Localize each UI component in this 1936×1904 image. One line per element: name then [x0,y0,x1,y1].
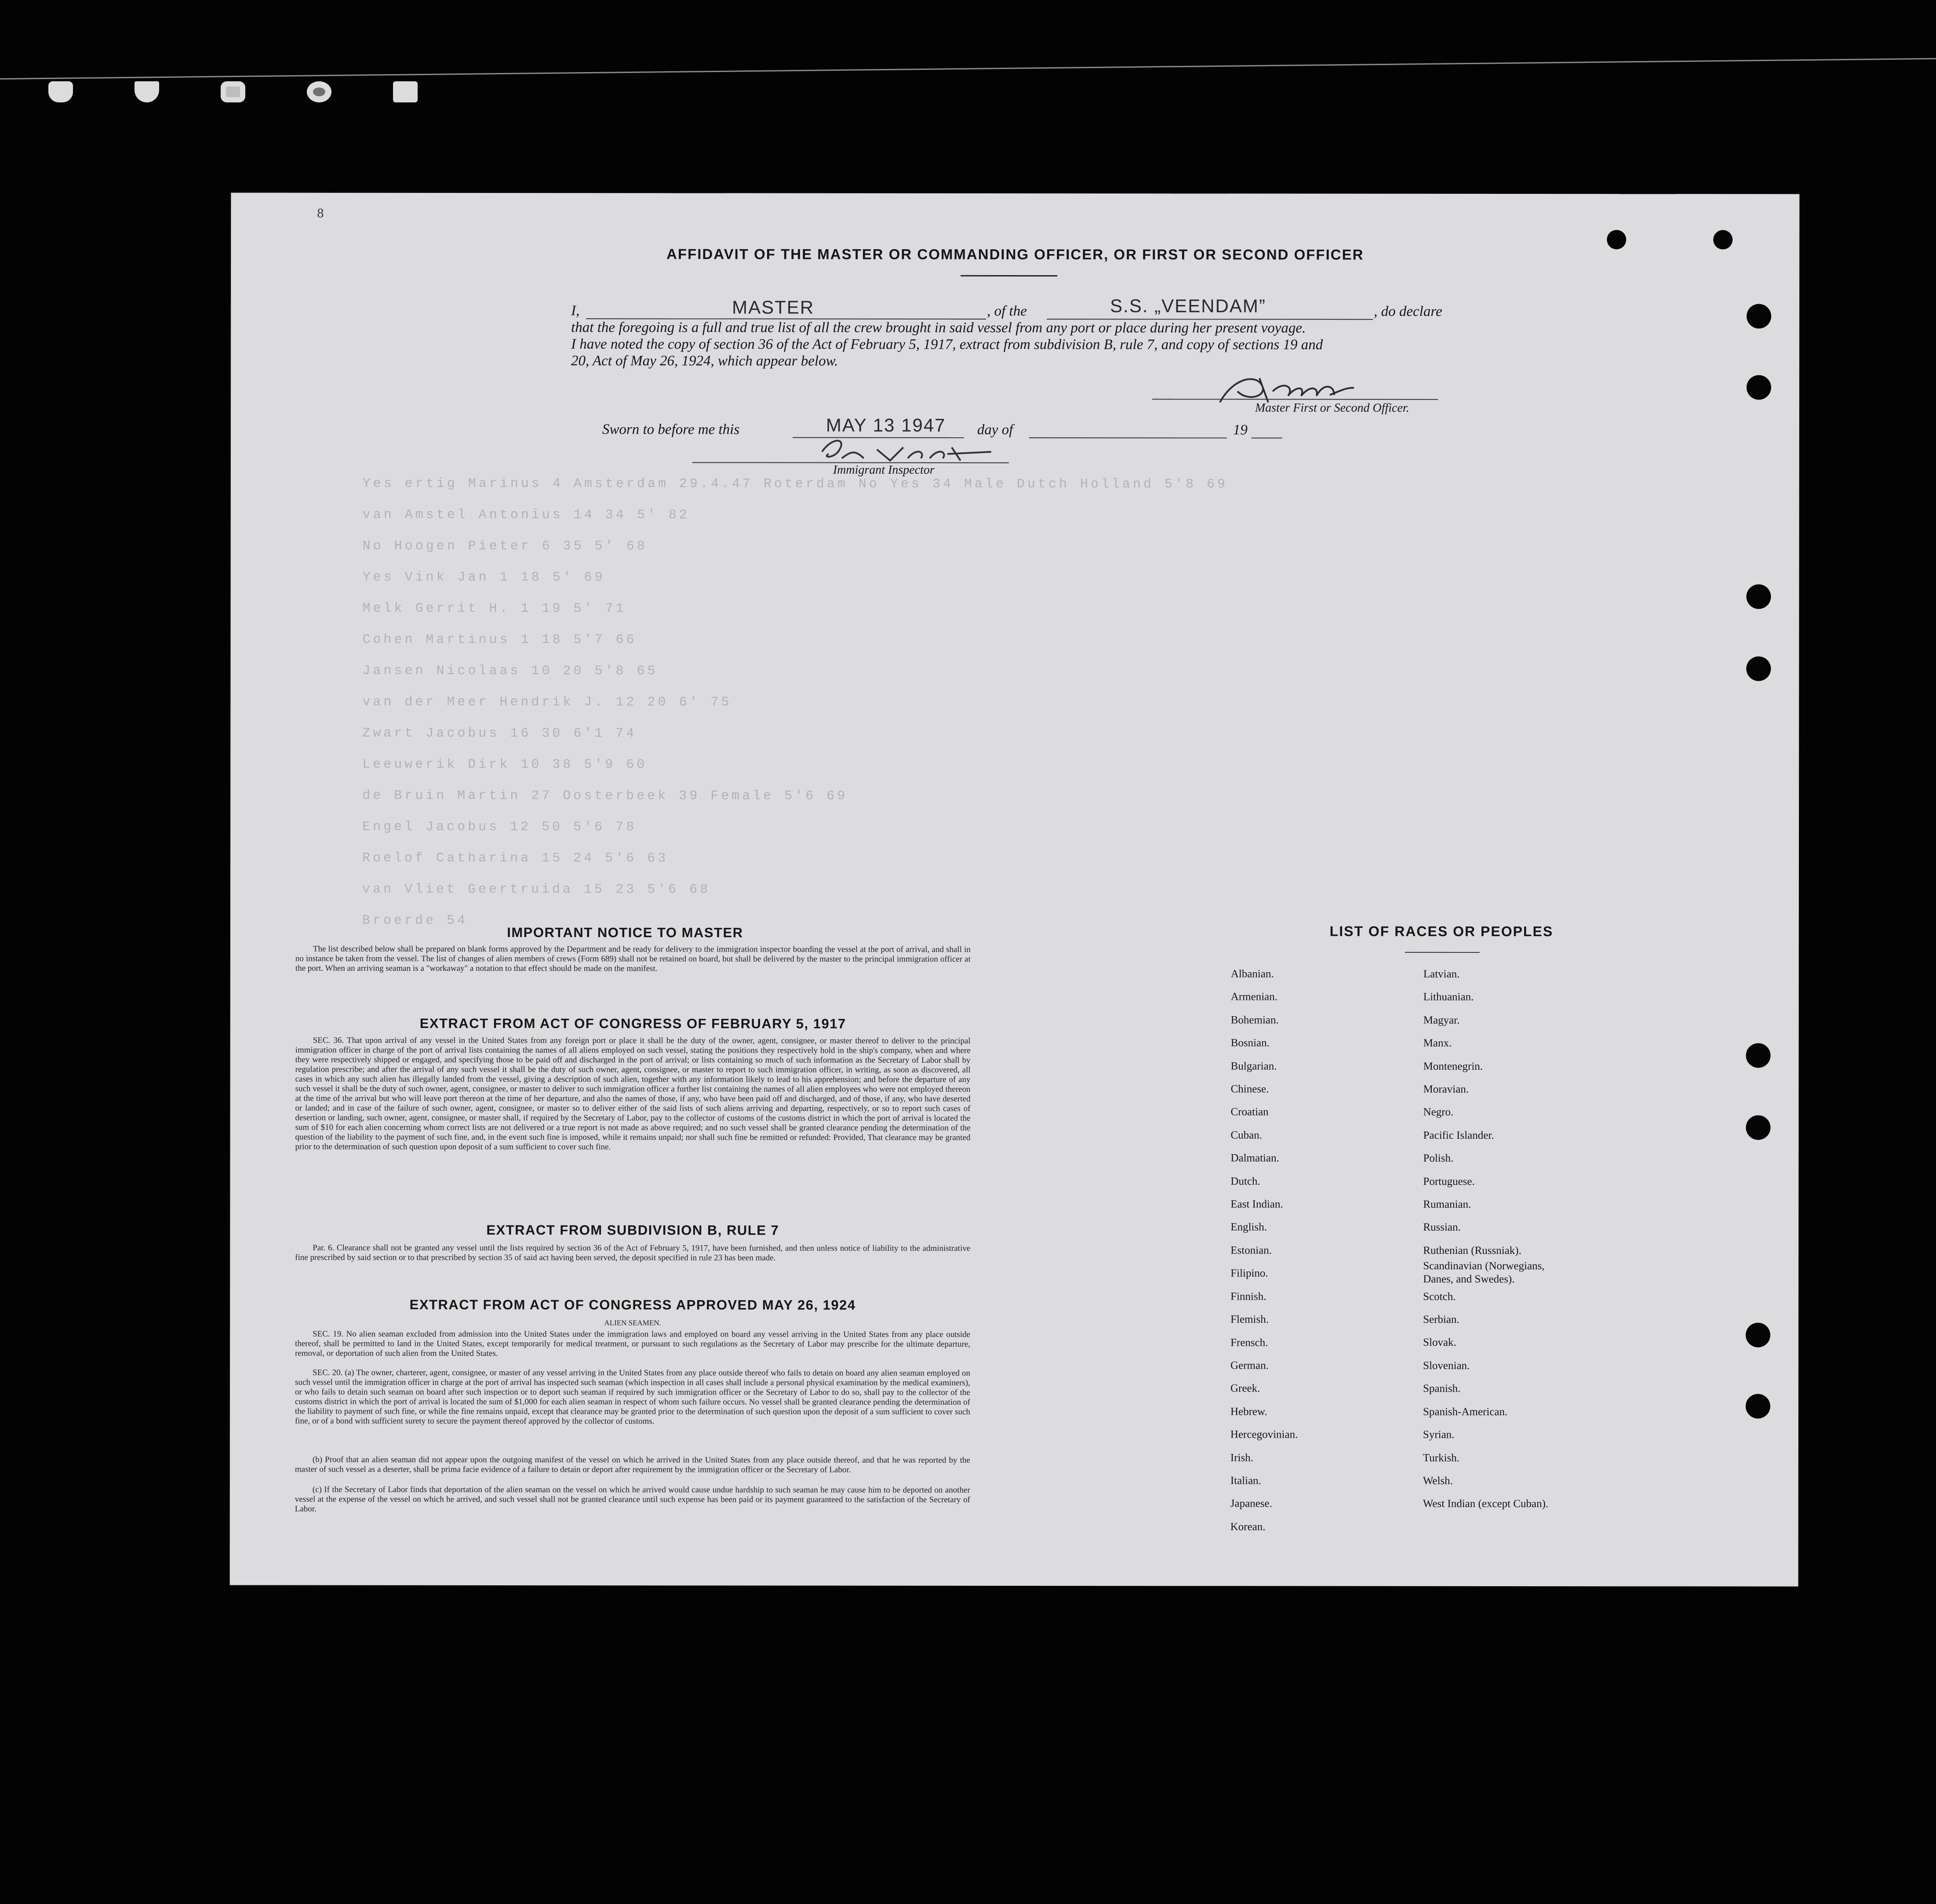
race-item: Italian. [1230,1475,1261,1487]
extract-rule7-title: EXTRACT FROM SUBDIVISION B, RULE 7 [486,1222,779,1238]
race-item: Bosnian. [1230,1037,1270,1049]
extract-1924-sec20c: (c) If the Secretary of Labor finds that deportation of the alien seaman on the vessel on which he arrived would cause undue hardship to such seaman he may cause him to be deported on another vessel at the expense of the vessel on which he arrived, and such vessel shall not be granted clearance until such expense has been paid or its payment guaranteed to the satisfaction of the Secretary of Labor. [295,1485,970,1514]
extract-1924-title: EXTRACT FROM ACT OF CONGRESS APPROVED MAY 26, 1924 [409,1297,856,1313]
sworn-date: MAY 13 1947 [826,414,946,436]
affidavit-title: AFFIDAVIT OF THE MASTER OR COMMANDING OFFICER, OR FIRST OR SECOND OFFICER [666,246,1364,263]
film-marker [393,81,418,102]
officer-value: MASTER [732,297,815,318]
race-item: Ruthenian (Russniak). [1423,1244,1521,1257]
ghost-row: Cohen Martinus 1 18 5'7 66 [362,632,637,648]
race-item: Finnish. [1230,1290,1266,1303]
race-item: Magyar. [1423,1014,1460,1026]
film-marker [221,81,245,102]
race-item: Slovak. [1423,1337,1456,1349]
ghost-row: Roelof Catharina 15 24 5'6 63 [362,850,669,866]
affidavit-line-4: 20, Act of May 26, 1924, which appear below. [571,353,838,369]
ghost-row: Yes ertig Marinus 4 Amsterdam 29.4.47 Roterdam No Yes 34 Male Dutch Holland 5'8 69 [362,476,1228,492]
film-marker [48,81,73,102]
race-item: East Indian. [1230,1198,1283,1210]
year-underline [1252,437,1282,438]
race-item: Irish. [1230,1451,1253,1464]
punch-hole [1746,1115,1771,1140]
race-item: Latvian. [1423,968,1460,980]
ghost-row: Broerde 54 [362,913,468,928]
race-item: Croatian [1230,1106,1269,1118]
race-item: Russian. [1423,1221,1461,1234]
ghost-row: van der Meer Hendrik J. 12 20 6' 75 [362,694,732,710]
extract-1924-sec19: SEC. 19. No alien seaman excluded from admission into the United States under the immigration laws and employed on board any vessel arriving in the United States from any place outside thereof, shall be permitted to land in the United States, except temporarily for medical treatment, or pursuant to such regulations as the Secretary of Labor may prescribe for the ultimate departure, removal, or deportation of such alien from the United States. [295,1329,971,1358]
punch-hole [1747,375,1771,400]
ghost-row: van Amstel Antonius 14 34 5' 82 [362,507,690,523]
race-item: Polish. [1423,1152,1454,1165]
race-item: Moravian. [1423,1083,1469,1095]
affidavit-line-3: I have noted the copy of section 36 of the Act of February 5, 1917, extract from subdivision B, rule 7, and copy of sections 19 and [571,336,1323,353]
punch-hole [1746,1394,1770,1418]
year-prefix: 19 [1233,422,1248,438]
race-item: Cuban. [1230,1129,1263,1141]
sworn-label: Sworn to before me this [602,421,740,438]
race-item: Montenegrin. [1423,1060,1483,1072]
film-marker [135,81,159,102]
races-left-column [1230,963,1299,1538]
ghost-row: Engel Jacobus 12 50 5'6 78 [362,819,637,835]
affidavit-i-label: I, [571,303,580,319]
race-item: Rumanian. [1423,1198,1471,1210]
race-item: Bulgarian. [1230,1060,1277,1072]
punch-hole [1746,656,1771,681]
race-item: English. [1230,1221,1267,1233]
race-item: Spanish. [1423,1383,1461,1395]
film-edge-line [0,58,1936,80]
race-item: Dalmatian. [1230,1152,1279,1164]
races-divider [1405,952,1480,953]
race-item: Scotch. [1423,1290,1456,1303]
of-the-label: , of the [987,303,1027,320]
races-title: LIST OF RACES OR PEOPLES [1329,923,1554,940]
race-item: Manx. [1423,1037,1452,1050]
title-divider [961,275,1057,276]
race-item: Greek. [1230,1382,1260,1395]
race-item: Estonian. [1230,1244,1272,1257]
month-underline [1029,437,1227,438]
ghost-row: Yes Vink Jan 1 18 5' 69 [362,570,605,585]
ghost-row: Zwart Jacobus 16 30 6'1 74 [362,726,637,741]
punch-hole [1747,584,1771,609]
race-item: West Indian (except Cuban). [1423,1498,1549,1510]
race-item: Flemish. [1230,1313,1269,1326]
page-number: 8 [317,206,324,221]
master-signature-line [1152,399,1438,400]
race-item: Armenian. [1230,991,1278,1003]
race-item: Turkish. [1423,1452,1460,1464]
ghost-row: Leeuwerik Dirk 10 38 5'9 60 [362,757,648,773]
race-item: Dutch. [1230,1175,1260,1188]
film-marker [307,81,331,102]
ghost-row: Jansen Nicolaas 10 20 5'8 65 [362,663,658,679]
race-item: Hercegovinian. [1230,1428,1298,1441]
race-item: Hebrew. [1230,1406,1267,1418]
extract-1924-sec20a: SEC. 20. (a) The owner, charterer, agent, consignee, or master of any vessel arriving in the United States from any place outside thereof who fails to detain on board any alien seaman employed on such vessel until the immigration officer in charge at the port of arrival has inspected such seaman (which inspection in all cases shall include a personal physical examination by the medical examiners), or who fails to detain such seaman on board after such inspection or to deport such seaman if required by such immigration officer or the Secretary of Labor to do so, shall pay to the collector of the customs district in which the port of arrival is located the sum of $1,000 for each alien seaman in respect of whom such failure occurs. No vessel shall be granted clearance pending the determination of the liability to payment of such fine, or while the fine remains unpaid, except that clearance may be granted prior to the determination of such question upon the deposit of a sum sufficient to cover such fine, or of a bond with sufficient surety to secure the payment thereof approved by the collector of customs. [295,1368,971,1426]
race-item: Pacific Islander. [1423,1129,1494,1141]
race-item: Welsh. [1423,1475,1453,1487]
race-item: Filipino. [1230,1267,1268,1279]
race-item: Slovenian. [1423,1359,1470,1372]
race-item: Lithuanian. [1423,991,1474,1003]
race-item: Portuguese. [1423,1175,1475,1188]
extract-1924-subtitle: ALIEN SEAMEN. [604,1319,661,1327]
affidavit-line-2: that the foregoing is a full and true list of all the crew brought in said vessel from any port or place during her present voyage. [571,320,1306,336]
race-item: Albanian. [1230,968,1274,980]
punch-hole [1747,304,1771,328]
ghost-row: van Vliet Geertruida 15 23 5'6 68 [362,882,711,897]
race-item: Japanese. [1230,1497,1272,1510]
race-item: Frensch. [1230,1336,1268,1349]
races-right-column [1423,963,1549,1516]
punch-hole [1746,1323,1770,1347]
race-item: German. [1230,1359,1269,1372]
notice-text: The list described below shall be prepared on blank forms approved by the Department and be ready for delivery to the immigration inspector boarding the vessel at the port of arrival, and shall in no instance be taken from the vessel. The list of changes of alien members of crews (Form 689) shall not be retained on board, but shall be delivered by the master to the principal immigration officer at the port. When an arriving seaman is a "workaway" a notation to that effect should be made on the manifest. [295,944,971,974]
day-of-label: day of [977,421,1013,438]
race-item: Negro. [1423,1106,1454,1119]
film-frame-markers [48,81,418,102]
extract-1924-sec20b: (b) Proof that an alien seaman did not appear upon the outgoing manifest of the vessel on which he arrived in the United States from any place outside thereof, and that he was reported by the master of such vessel as a deserter, shall be prima facie evidence of a failure to detain or deport after requirement by the immigration officer or the Secretary of Labor. [295,1455,970,1475]
race-item: Korean. [1230,1521,1266,1533]
extract-rule7-text: Par. 6. Clearance shall not be granted any vessel until the lists required by section 36 of the Act of February 5, 1917, have been furnished, and then unless notice of liability to the administrative fine prescribed by said section or to that prescribed by section 35 of said act having been served, the deposit specified in rule 23 has been made. [295,1243,971,1263]
master-caption: Master First or Second Officer. [1255,401,1409,415]
inspector-caption: Immigrant Inspector [833,463,935,477]
race-item: Scandinavian (Norwegians, Danes, and Swedes). [1423,1260,1545,1286]
notice-title: IMPORTANT NOTICE TO MASTER [507,924,743,941]
race-item: Serbian. [1423,1313,1459,1326]
ghost-row: de Bruin Martin 27 Oosterbeek 39 Female 5'6 69 [362,788,848,804]
vessel-value: S.S. „VEENDAM” [1110,295,1266,316]
ghost-row: Melk Gerrit H. 1 19 5' 71 [362,601,626,617]
ghost-row: No Hoogen Pieter 6 35 5' 68 [362,538,648,554]
race-item: Spanish-American. [1423,1406,1508,1418]
declare-label: , do declare [1374,303,1442,320]
race-item: Chinese. [1230,1083,1269,1095]
race-item: Bohemian. [1230,1014,1279,1026]
extract-1917-title: EXTRACT FROM ACT OF CONGRESS OF FEBRUARY 5, 1917 [419,1015,846,1032]
punch-hole [1746,1043,1771,1068]
document-page [230,193,1800,1586]
race-item: Syrian. [1423,1428,1455,1441]
extract-1917-text: SEC. 36. That upon arrival of any vessel in the United States from any foreign port or place it shall be the duty of the owner, agent, consignee, or master thereof to deliver to the principal immigration officer in charge of the port of arrival lists containing the names of all aliens employed on such vessel, stating the positions they respectively hold in the ship's company, when and where they were respectively shipped or engaged, and specifying those to be paid off and discharged in the port of arrival; or lists containing so much of such information as the Secretary of Labor shall by regulation prescribe; and after the arrival of any such vessel it shall be the duty of such owner, agent, consignee, or master to report to such immigration officer, in writing, as soon as discovered, all cases in which any such alien has illegally landed from the vessel, giving a description of such alien, together with any information likely to lead to his apprehension; and before the departure of any such vessel it shall be the duty of such owner, agent, consignee, or master to deliver to such immigration officer a further list containing the names of all alien employees who were not employed thereon at the time of the arrival but who will leave port thereon at the time of her departure, and also the names of those, if any, who have been paid off and discharged, and of those, if any, who have deserted or landed; and in case of the failure of such owner, agent, consignee, or master so to deliver either of the said lists of such aliens arriving and departing, respectively, or so to report such cases of desertion or landing, such owner, agent, consignee, or master shall, if required by the Secretary of Labor, pay to the collector of customs of the customs district in which the port of arrival is located the sum of $10 for each alien concerning whom correct lists are not delivered or a true report is not made as above required; and no such vessel shall be granted clearance pending the determination of the question of the liability to the payment of such fine, and, in the event such fine is imposed, while it remains unpaid; nor shall such fine be remitted or refunded: Provided, That clearance may be granted prior to the determination of such question upon deposit of a sum sufficient to cover such fine. [295,1036,971,1152]
